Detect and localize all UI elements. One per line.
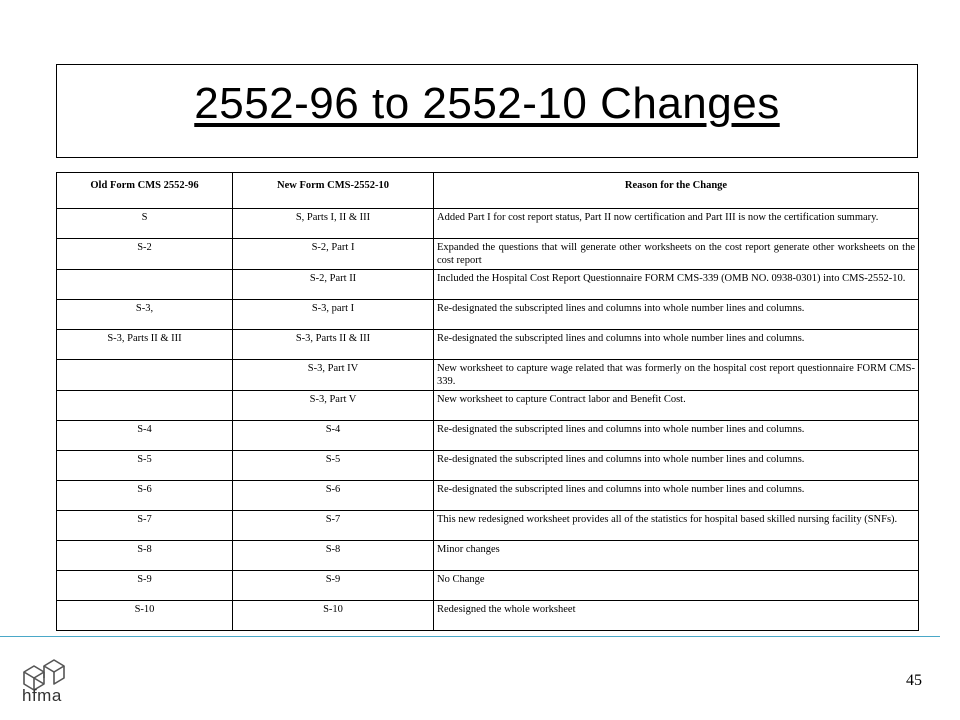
cell-old-form	[57, 391, 233, 421]
cell-old-form: S-8	[57, 541, 233, 571]
cell-reason: Minor changes	[434, 541, 919, 571]
cell-old-form: S-7	[57, 511, 233, 541]
title-box	[56, 64, 918, 158]
cell-old-form: S-4	[57, 421, 233, 451]
cell-old-form	[57, 360, 233, 391]
cell-new-form: S-6	[233, 481, 434, 511]
cell-new-form: S-4	[233, 421, 434, 451]
table-row	[57, 511, 919, 541]
table-row	[57, 481, 919, 511]
cell-new-form: S-7	[233, 511, 434, 541]
table-row	[57, 270, 919, 300]
hfma-logo-text: hfma	[22, 686, 62, 705]
cell-reason: New worksheet to capture wage related that was formerly on the hospital cost report questionnaire FORM CMS-339.	[434, 360, 919, 391]
cell-reason: Added Part I for cost report status, Part II now certification and Part III is now the certification summary.	[434, 209, 919, 239]
table-row	[57, 239, 919, 270]
cell-old-form	[57, 270, 233, 300]
cell-old-form: S-9	[57, 571, 233, 601]
cell-new-form: S-8	[233, 541, 434, 571]
cell-reason: Expanded the questions that will generate other worksheets on the cost report generate other worksheets on the cost report	[434, 239, 919, 270]
cell-reason: Included the Hospital Cost Report Questionnaire FORM CMS-339 (OMB NO. 0938-0301) into CMS-2552-10.	[434, 270, 919, 300]
table-row	[57, 391, 919, 421]
table-row	[57, 209, 919, 239]
cell-new-form: S-9	[233, 571, 434, 601]
cell-new-form: S-2, Part I	[233, 239, 434, 270]
table-row	[57, 601, 919, 631]
cell-new-form: S-3, Parts II & III	[233, 330, 434, 360]
slide-title: 2552-96 to 2552-10 Changes	[194, 79, 780, 128]
cell-old-form: S-6	[57, 481, 233, 511]
table-row	[57, 330, 919, 360]
page-number: 45	[906, 672, 922, 689]
cell-new-form: S-5	[233, 451, 434, 481]
cell-old-form: S-3, Parts II & III	[57, 330, 233, 360]
table-row	[57, 421, 919, 451]
table-row	[57, 451, 919, 481]
cell-reason: Re-designated the subscripted lines and columns into whole number lines and columns.	[434, 451, 919, 481]
cell-new-form: S-10	[233, 601, 434, 631]
cell-old-form: S-2	[57, 239, 233, 270]
changes-table	[56, 172, 919, 631]
table-row	[57, 571, 919, 601]
cell-reason: This new redesigned worksheet provides all of the statistics for hospital based skilled nursing facility (SNFs).	[434, 511, 919, 541]
cell-new-form: S-3, Part V	[233, 391, 434, 421]
cell-new-form: S, Parts I, II & III	[233, 209, 434, 239]
cell-reason: Re-designated the subscripted lines and columns into whole number lines and columns.	[434, 330, 919, 360]
cell-old-form: S-5	[57, 451, 233, 481]
cell-old-form: S-3,	[57, 300, 233, 330]
cell-reason: Re-designated the subscripted lines and columns into whole number lines and columns.	[434, 300, 919, 330]
header-reason: Reason for the Change	[434, 173, 919, 209]
cell-new-form: S-3, part I	[233, 300, 434, 330]
cell-reason: Re-designated the subscripted lines and columns into whole number lines and columns.	[434, 481, 919, 511]
cell-new-form: S-3, Part IV	[233, 360, 434, 391]
cell-old-form: S	[57, 209, 233, 239]
table-row	[57, 300, 919, 330]
cell-old-form: S-10	[57, 601, 233, 631]
header-old-form: Old Form CMS 2552-96	[57, 173, 233, 209]
table-row	[57, 360, 919, 391]
cell-reason: Re-designated the subscripted lines and columns into whole number lines and columns.	[434, 421, 919, 451]
cell-reason: New worksheet to capture Contract labor and Benefit Cost.	[434, 391, 919, 421]
cell-new-form: S-2, Part II	[233, 270, 434, 300]
footer-divider	[0, 636, 940, 637]
table-header-row	[57, 173, 919, 209]
cell-reason: No Change	[434, 571, 919, 601]
header-new-form: New Form CMS-2552-10	[233, 173, 434, 209]
table-row	[57, 541, 919, 571]
cell-reason: Redesigned the whole worksheet	[434, 601, 919, 631]
